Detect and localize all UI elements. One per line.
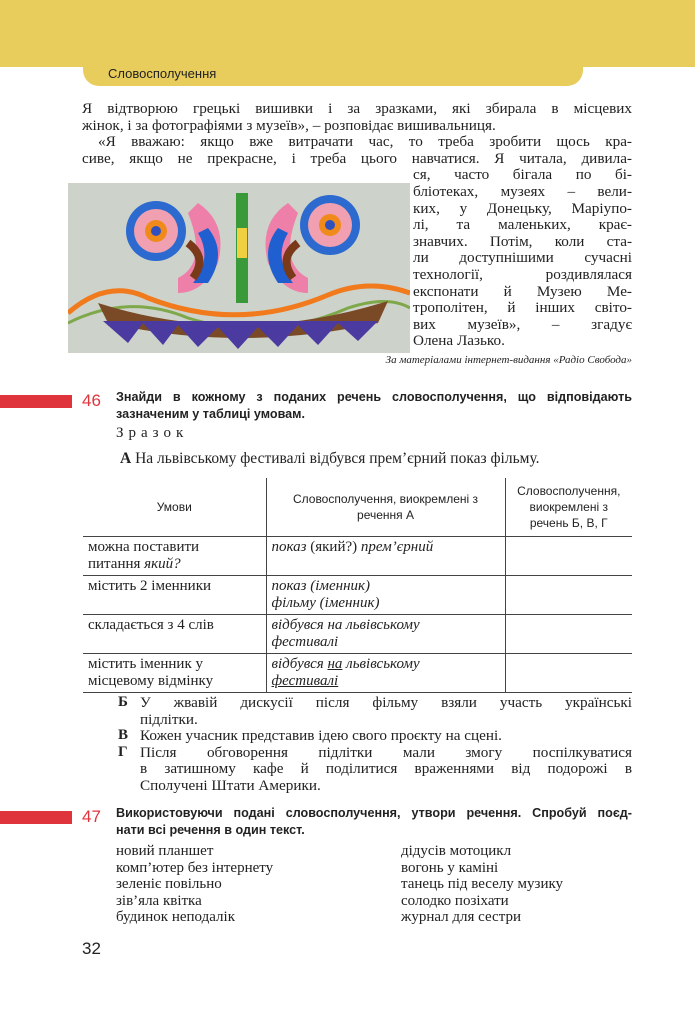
- text-line: бліотеках, музеях – вели-: [413, 183, 632, 200]
- sentence-line: Після обговорення підлітки мали змогу поспілкуватися: [140, 743, 632, 761]
- task-instruction: [116, 805, 632, 838]
- phrase-item: зеленіє повільно: [116, 876, 222, 893]
- instruction-line: Знайди в кожному з поданих речень словосполучення, що відповідають: [116, 390, 632, 404]
- sentence-letter: Б: [118, 694, 128, 710]
- phrase-item: зів’яла квітка: [116, 892, 202, 909]
- sentence-a: [120, 450, 540, 468]
- text-line: трополітен, й інших світо-: [413, 299, 632, 317]
- task-number: 47: [82, 807, 101, 826]
- phrase-item: будинок неподалік: [116, 909, 235, 926]
- source-caption: За матеріалами інтернет-видання «Радіо Свобода»: [385, 354, 632, 366]
- section-tab: [83, 60, 583, 86]
- phrase-item: новий планшет: [116, 843, 214, 859]
- table-row: [83, 615, 632, 654]
- text-line: ся, часто бігала по бі-: [413, 166, 632, 184]
- phrase-item: журнал для сестри: [401, 909, 521, 926]
- task-instruction: [116, 389, 632, 422]
- text-line: знавчих. Потім, коли ста-: [413, 232, 632, 250]
- condition-cell: складається з 4 слів: [83, 615, 266, 654]
- text-line: експонати й Музею Ме-: [413, 282, 632, 300]
- text-line: технології, роздивлялася: [413, 266, 632, 283]
- page-number: 32: [82, 939, 101, 958]
- sentence-line: Сполучені Штати Америки.: [140, 777, 321, 794]
- table-row: [83, 537, 632, 576]
- header-band: [0, 0, 695, 67]
- instruction-line: зазначеним у таблиці умовам.: [116, 406, 305, 421]
- empty-answer-cell[interactable]: [505, 537, 632, 576]
- condition-cell: містить іменник у місцевому відмінку: [83, 654, 266, 693]
- answer-cell: відбувся на львівському фестивалі: [266, 654, 505, 693]
- phrase-item: танець під веселу музику: [401, 876, 564, 893]
- phrase-list-right: [401, 843, 563, 926]
- sentence-line: Кожен учасник представив ідею свого проєкту на сцені.: [140, 727, 502, 745]
- phrase-list-left: [116, 843, 273, 926]
- sentence-line: підлітки.: [140, 710, 198, 728]
- condition-cell: можна поставити питання який?: [83, 537, 266, 576]
- text-line: вих музеїв», – згадує: [413, 315, 632, 333]
- table-row: [83, 576, 632, 615]
- sentence-line: У жвавій дискусії після фільму взяли участь українські: [140, 694, 632, 711]
- empty-answer-cell[interactable]: [505, 615, 632, 654]
- answer-cell: показ (який?) прем’єрний: [266, 537, 505, 576]
- empty-answer-cell[interactable]: [505, 654, 632, 693]
- phrase-item: вогонь у каміні: [401, 859, 499, 876]
- task-marker: [0, 811, 72, 824]
- phrase-item: комп’ютер без інтернету: [116, 859, 274, 876]
- sentence-line: в затишному кафе й поділитися враженнями від подорожі в: [140, 760, 632, 778]
- sentence-letter: Г: [118, 743, 128, 760]
- embroidery-image: [68, 183, 410, 353]
- text-line: «Я вважаю: якщо вже витрачати час, то треба зробити щось кра-: [98, 133, 632, 151]
- sample-label: Зразок: [116, 425, 189, 441]
- section-title: Словосполучення: [108, 66, 217, 81]
- text-line: сиве, якщо не прекрасне, і треба цього навчатися. Я читала, дивила-: [82, 149, 632, 167]
- text-line: Я відтворюю грецькі вишивки і за зразками, які збирала в місцевих: [82, 100, 632, 117]
- answer-cell: відбувся на львівському фестивалі: [266, 615, 505, 654]
- condition-cell: містить 2 іменники: [83, 576, 266, 615]
- phrase-item: дідусів мотоцикл: [401, 843, 512, 859]
- text-line: лі, та маленьких, крає-: [413, 216, 632, 234]
- instruction-line: Використовуючи подані словосполучення, утвори речення. Спробуй поєд-: [116, 806, 632, 820]
- text-line: ких, у Донецьку, Маріупо-: [413, 199, 632, 217]
- conditions-table: [83, 478, 632, 693]
- text-line: жінок, і за фотографіями з музеїв», – розповідає вишивальниця.: [82, 116, 496, 134]
- column-header: Умови: [83, 478, 266, 537]
- empty-answer-cell[interactable]: [505, 576, 632, 615]
- sentence-text: На львівському фестивалі відбувся прем’єрний показ фільму.: [135, 450, 540, 467]
- table-row: [83, 654, 632, 693]
- task-number: 46: [82, 391, 101, 410]
- phrase-item: солодко позіхати: [401, 892, 509, 909]
- sentence-letter: В: [118, 727, 129, 744]
- sentence-letter: А: [120, 450, 132, 467]
- text-line: Олена Лазько.: [413, 332, 505, 350]
- answer-cell: показ (іменник) фільму (іменник): [266, 576, 505, 615]
- task-marker: [0, 395, 72, 408]
- column-header: Словосполучення, виокремлені з речень Б, В, Г: [505, 478, 632, 537]
- column-header: Словосполучення, виокремлені з речення А: [266, 478, 505, 537]
- text-line: ли доступнішими сучасні: [413, 249, 632, 267]
- instruction-line: нати всі речення в один текст.: [116, 822, 305, 837]
